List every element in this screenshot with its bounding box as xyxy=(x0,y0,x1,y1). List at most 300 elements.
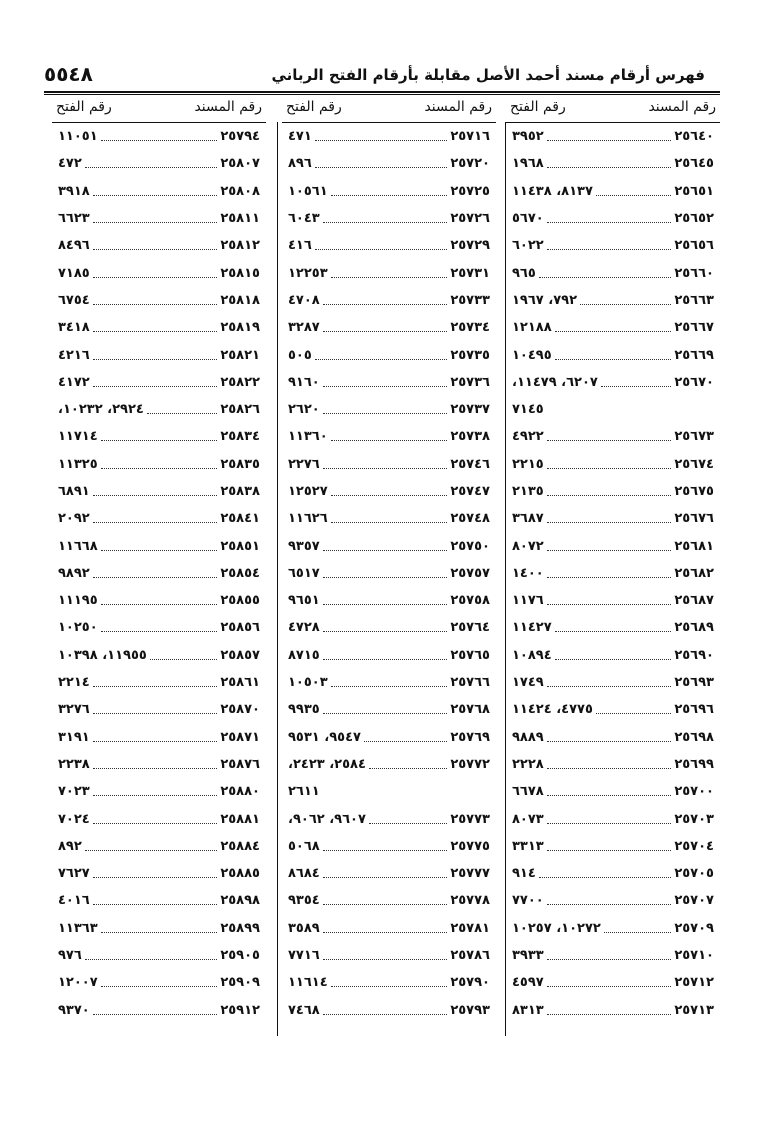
musnad-number: ٢٥٧٤٧ xyxy=(450,484,490,499)
fath-number: ١٠٨٩٤ xyxy=(512,647,552,663)
musnad-number: ٢٥٧٠٤ xyxy=(674,838,714,854)
fath-number: ٧٦٢٧ xyxy=(58,866,90,882)
fath-number: ٩٣٥٧ xyxy=(288,538,320,554)
leader-dots xyxy=(93,877,218,878)
musnad-number: ٢٥٧٣٥ xyxy=(450,347,490,363)
leader-dots xyxy=(93,741,218,742)
musnad-number: ٢٥٦٩٣ xyxy=(674,675,714,691)
leader-dots xyxy=(323,1014,448,1015)
fath-number: ٧٧١٦ xyxy=(288,948,320,964)
leader-dots xyxy=(101,550,218,551)
musnad-number: ٢٥٦٩٩ xyxy=(674,756,714,772)
leader-dots xyxy=(547,686,672,687)
fath-number: ٩٦٥ xyxy=(512,265,536,281)
leader-dots xyxy=(315,359,448,360)
leader-dots xyxy=(547,577,672,578)
fath-number: ٨٩٢ xyxy=(58,838,82,854)
leader-dots xyxy=(547,850,672,851)
fath-number: ١٠٥٦١ xyxy=(288,183,328,199)
fath-number: ٦٧٥٤ xyxy=(58,292,90,308)
fath-number: ٣٥٨٩ xyxy=(288,920,320,936)
leader-dots xyxy=(547,167,672,168)
index-row xyxy=(282,259,496,286)
fath-number: ٢٢٧٦ xyxy=(288,456,320,472)
index-row xyxy=(52,287,266,314)
index-row xyxy=(282,287,496,314)
musnad-number: ٢٥٨٧٠ xyxy=(220,702,260,718)
fath-number: ٧٧٠٠ xyxy=(512,893,544,909)
index-row xyxy=(282,560,496,587)
fath-number: ١٤٠٠ xyxy=(512,565,544,581)
index-row xyxy=(52,205,266,232)
header-fath: رقم الفتح xyxy=(56,99,112,115)
index-row xyxy=(282,614,496,641)
musnad-number: ٢٥٨٣٤ xyxy=(220,429,260,445)
fath-number: ١٢٠٠٧ xyxy=(58,975,98,991)
leader-dots xyxy=(150,659,217,660)
leader-dots xyxy=(580,304,671,305)
fath-number: ٣٩١٨ xyxy=(58,183,90,199)
leader-dots xyxy=(323,932,448,933)
musnad-number: ٢٥٧٣٨ xyxy=(450,429,490,445)
musnad-number: ٢٥٦٧٥ xyxy=(674,484,714,499)
fath-number: ٩٣٥٤ xyxy=(288,893,320,909)
musnad-number: ٢٥٨٥٦ xyxy=(220,620,260,636)
fath-number: ٣٢٨٧ xyxy=(288,320,320,336)
index-row xyxy=(282,860,496,887)
index-row xyxy=(506,396,720,423)
fath-number: ٨٣١٣ xyxy=(512,1002,544,1018)
musnad-number: ٢٥٦٧٣ xyxy=(674,429,714,445)
musnad-number: ٢٥٧٣٦ xyxy=(450,374,490,390)
leader-dots xyxy=(323,959,448,960)
index-row xyxy=(52,833,266,860)
leader-dots xyxy=(323,604,448,605)
index-row xyxy=(282,178,496,205)
page-title: فهرس أرقام مسند أحمد الأصل مقابلة بأرقام الفتح الرباني xyxy=(271,66,705,84)
index-row xyxy=(52,997,266,1024)
leader-dots xyxy=(547,795,672,796)
index-row xyxy=(282,532,496,559)
fath-number: ١٢١٨٨ xyxy=(512,320,552,336)
fath-number: ٣١٩١ xyxy=(58,729,90,745)
fath-number: ١١٦٦٨ xyxy=(58,538,98,554)
fath-number: ٣٩٥٢ xyxy=(512,129,544,145)
fath-number: ٦٢٠٧، ١١٤٧٩، xyxy=(512,374,598,390)
musnad-number: ٢٥٧٣١ xyxy=(450,265,490,281)
fath-number: ٩٥٤٧، ٩٥٣١ xyxy=(288,729,361,745)
fath-number: ٢٢١٥ xyxy=(512,456,544,472)
index-row xyxy=(506,614,720,641)
index-row xyxy=(506,778,720,805)
musnad-number: ٢٥٨٠٧ xyxy=(220,156,260,172)
musnad-number: ٢٥٧٠٣ xyxy=(674,811,714,827)
fath-number: ٢٢٣٨ xyxy=(58,756,90,772)
musnad-number: ٢٥٧٠٠ xyxy=(674,784,714,800)
fath-number: ١١٤٢٧ xyxy=(512,620,552,636)
index-row xyxy=(506,587,720,614)
leader-dots xyxy=(323,222,448,223)
index-row xyxy=(506,560,720,587)
index-row xyxy=(282,997,496,1024)
fath-number: ١١٧٦ xyxy=(512,593,544,609)
fath-number: ٢٦١١ xyxy=(288,784,320,800)
leader-dots xyxy=(323,850,448,851)
fath-number: ١٢٥٢٧ xyxy=(288,484,328,499)
header-rule-thin xyxy=(44,94,720,95)
musnad-number: ٢٥٧٦٩ xyxy=(450,729,490,745)
index-row xyxy=(506,669,720,696)
index-row xyxy=(282,778,496,805)
index-row xyxy=(52,341,266,368)
musnad-number: ٢٥٧٠٩ xyxy=(674,920,714,936)
musnad-number: ٢٥٦٩٨ xyxy=(674,729,714,745)
fath-number: ٩٨٩٢ xyxy=(58,565,90,581)
leader-dots xyxy=(547,495,672,496)
leader-dots xyxy=(323,331,448,332)
index-column-2 xyxy=(282,96,496,1024)
musnad-number: ٢٥٨١٢ xyxy=(220,238,260,254)
fath-number: ٣٩٣٣ xyxy=(512,948,544,964)
fath-number: ٢٢١٤ xyxy=(58,675,90,691)
index-row xyxy=(52,778,266,805)
musnad-number: ٢٥٧٤٨ xyxy=(450,511,490,527)
leader-dots xyxy=(93,222,218,223)
musnad-number: ٢٥٧٥٧ xyxy=(450,565,490,581)
musnad-number: ٢٥٨٧١ xyxy=(220,729,260,745)
fath-number: ٣٤١٨ xyxy=(58,320,90,336)
fath-number: ١١٣٦٣ xyxy=(58,920,98,936)
leader-dots xyxy=(93,823,218,824)
index-row xyxy=(282,805,496,832)
fath-number: ١١٦١٤ xyxy=(288,975,328,991)
index-row xyxy=(506,150,720,177)
fath-number: ١١١٩٥ xyxy=(58,593,98,609)
leader-dots xyxy=(555,659,672,660)
musnad-number: ٢٥٦٦٧ xyxy=(674,320,714,336)
header-rule xyxy=(44,91,720,93)
leader-dots xyxy=(93,577,218,578)
leader-dots xyxy=(555,359,672,360)
index-row xyxy=(282,369,496,396)
fath-number: ١٠٤٩٥ xyxy=(512,347,552,363)
fath-number: ٨٦٨٤ xyxy=(288,866,320,882)
fath-number: ٦٠٤٣ xyxy=(288,211,320,227)
musnad-number: ٢٥٧٣٧ xyxy=(450,402,490,418)
index-row xyxy=(52,696,266,723)
index-row xyxy=(282,423,496,450)
leader-dots xyxy=(323,659,448,660)
leader-dots xyxy=(604,932,671,933)
musnad-number: ٢٥٨١٥ xyxy=(220,265,260,281)
musnad-number: ٢٥٧١٣ xyxy=(674,1002,714,1018)
leader-dots xyxy=(323,468,448,469)
musnad-number: ٢٥٨٠٨ xyxy=(220,183,260,199)
fath-number: ١٧٤٩ xyxy=(512,675,544,691)
fath-number: ٨٤٩٦ xyxy=(58,238,90,254)
fath-number: ١١٣٢٥ xyxy=(58,456,98,472)
musnad-number: ٢٥٧٧٥ xyxy=(450,838,490,854)
fath-number: ١٠٥٠٣ xyxy=(288,675,328,691)
fath-number: ٩٣٧٠ xyxy=(58,1002,90,1018)
leader-dots xyxy=(93,904,218,905)
musnad-number: ٢٥٧٢٦ xyxy=(450,211,490,227)
musnad-number: ٢٥٦٦٩ xyxy=(674,347,714,363)
musnad-number: ٢٥٧٧٣ xyxy=(450,811,490,827)
fath-number: ٩٨٨٩ xyxy=(512,729,544,745)
leader-dots xyxy=(93,277,218,278)
index-column-1 xyxy=(506,96,720,1024)
leader-dots xyxy=(323,713,448,714)
musnad-number: ٢٥٩١٢ xyxy=(220,1002,260,1018)
index-row xyxy=(52,669,266,696)
index-row xyxy=(282,396,496,423)
leader-dots xyxy=(323,577,448,578)
leader-dots xyxy=(93,522,218,523)
fath-number: ٩٩٣٥ xyxy=(288,702,320,718)
musnad-number: ٢٥٨٧٦ xyxy=(220,756,260,772)
index-row xyxy=(52,969,266,996)
musnad-number: ٢٥٦٧٠ xyxy=(674,374,714,390)
fath-number: ١١٦٢٦ xyxy=(288,511,328,527)
leader-dots xyxy=(93,249,218,250)
index-row xyxy=(282,451,496,478)
leader-dots xyxy=(85,959,218,960)
index-row xyxy=(52,150,266,177)
musnad-number: ٢٥٧٩٣ xyxy=(450,1002,490,1018)
fath-number: ٤٠١٦ xyxy=(58,893,90,909)
leader-dots xyxy=(101,604,218,605)
index-row xyxy=(282,341,496,368)
fath-number: ١٠٢٧٢، ١٠٢٥٧ xyxy=(512,920,601,936)
leader-dots xyxy=(85,167,218,168)
fath-number: ٢٢٢٨ xyxy=(512,756,544,772)
index-row xyxy=(52,560,266,587)
fath-number: ٨٩٦ xyxy=(288,156,312,172)
musnad-number: ٢٥٦٧٤ xyxy=(674,456,714,472)
index-row xyxy=(282,751,496,778)
leader-dots xyxy=(331,440,448,441)
index-row xyxy=(506,314,720,341)
musnad-number: ٢٥٨٦١ xyxy=(220,675,260,691)
index-row xyxy=(506,942,720,969)
leader-dots xyxy=(323,550,448,551)
leader-dots xyxy=(364,741,447,742)
musnad-number: ٢٥٧٦٥ xyxy=(450,647,490,663)
fath-number: ٢٩٢٤، ١٠٢٣٢، xyxy=(58,402,144,418)
index-row xyxy=(52,123,266,150)
index-row xyxy=(506,287,720,314)
header-musnad: رقم المسند xyxy=(194,99,262,115)
index-row xyxy=(52,232,266,259)
fath-number: ٩١٤ xyxy=(512,866,536,882)
fath-number: ١١٣٦٠ xyxy=(288,429,328,445)
fath-number: ٦٦٧٨ xyxy=(512,784,544,800)
fath-number: ٩١٦٠ xyxy=(288,374,320,390)
musnad-number: ٢٥٦٤٥ xyxy=(674,156,714,172)
musnad-number: ٢٥٨٥٤ xyxy=(220,565,260,581)
leader-dots xyxy=(539,277,672,278)
index-row xyxy=(52,505,266,532)
musnad-number: ٢٥٦٥٦ xyxy=(674,238,714,254)
musnad-number: ٢٥٨١١ xyxy=(220,211,260,227)
index-row xyxy=(506,423,720,450)
leader-dots xyxy=(547,222,672,223)
musnad-number: ٢٥٦٧٦ xyxy=(674,511,714,527)
fath-number: ١٢٢٥٣ xyxy=(288,265,328,281)
leader-dots xyxy=(331,686,448,687)
musnad-number: ٢٥٦٨٧ xyxy=(674,593,714,609)
musnad-number: ٢٥٦٩٦ xyxy=(674,702,714,718)
leader-dots xyxy=(331,495,448,496)
fath-number: ٧٤٦٨ xyxy=(288,1002,320,1018)
index-row xyxy=(52,369,266,396)
index-row xyxy=(506,369,720,396)
index-row xyxy=(506,915,720,942)
column-header xyxy=(282,96,496,123)
leader-dots xyxy=(85,850,218,851)
leader-dots xyxy=(601,386,671,387)
leader-dots xyxy=(93,713,218,714)
leader-dots xyxy=(93,195,218,196)
column-divider xyxy=(505,122,506,1036)
index-row xyxy=(506,969,720,996)
musnad-number: ٢٥٧٣٤ xyxy=(450,320,490,336)
musnad-number: ٢٥٦٨١ xyxy=(674,538,714,554)
musnad-number: ٢٥٧٦٨ xyxy=(450,702,490,718)
fath-number: ٦٨٩١ xyxy=(58,484,90,499)
musnad-number: ٢٥٧٥٨ xyxy=(450,593,490,609)
musnad-number: ٢٥٦٤٠ xyxy=(674,129,714,145)
leader-dots xyxy=(315,140,448,141)
leader-dots xyxy=(315,167,448,168)
musnad-number: ٢٥٨٥١ xyxy=(220,538,260,554)
musnad-number: ٢٥٧٢٥ xyxy=(450,183,490,199)
index-row xyxy=(506,833,720,860)
musnad-number: ٢٥٧٦٤ xyxy=(450,620,490,636)
index-row xyxy=(52,178,266,205)
index-row xyxy=(282,205,496,232)
leader-dots xyxy=(331,522,448,523)
fath-number: ٧٩٢، ١٩٦٧ xyxy=(512,292,578,308)
musnad-number: ٢٥٦٩٠ xyxy=(674,647,714,663)
fath-number: ١٩٦٨ xyxy=(512,156,544,172)
index-row xyxy=(282,478,496,505)
musnad-number: ٢٥٧١٦ xyxy=(450,129,490,145)
leader-dots xyxy=(101,468,218,469)
index-row xyxy=(282,232,496,259)
leader-dots xyxy=(93,795,218,796)
leader-dots xyxy=(101,440,218,441)
musnad-number: ٢٥٨٢٦ xyxy=(220,402,260,418)
musnad-number: ٢٥٨٨٤ xyxy=(220,838,260,854)
fath-number: ٩٧٦ xyxy=(58,948,82,964)
fath-number: ٤٧٢ xyxy=(58,156,82,172)
fath-number: ٨٠٧٣ xyxy=(512,811,544,827)
fath-number: ٦٦٢٣ xyxy=(58,211,90,227)
leader-dots xyxy=(93,386,218,387)
index-row xyxy=(282,696,496,723)
index-row xyxy=(506,642,720,669)
musnad-number: ٢٥٧٩٤ xyxy=(220,129,260,145)
musnad-number: ٢٥٧٧٢ xyxy=(450,756,490,772)
index-row xyxy=(282,642,496,669)
fath-number: ٤٧٧٥، ١١٤٢٤ xyxy=(512,702,593,718)
header-musnad: رقم المسند xyxy=(648,99,716,115)
leader-dots xyxy=(369,768,447,769)
musnad-number: ٢٥٧٩٠ xyxy=(450,975,490,991)
musnad-number: ٢٥٧٥٠ xyxy=(450,538,490,554)
index-row xyxy=(506,887,720,914)
leader-dots xyxy=(147,413,217,414)
leader-dots xyxy=(547,959,672,960)
index-row xyxy=(52,860,266,887)
leader-dots xyxy=(101,986,218,987)
fath-number: ٦٥١٧ xyxy=(288,565,320,581)
fath-number: ١١٩٥٥، ١٠٣٩٨ xyxy=(58,647,147,663)
index-row xyxy=(282,587,496,614)
musnad-number: ٢٥٨٤١ xyxy=(220,511,260,527)
fath-number: ٩٦٠٧، ٩٠٦٢، xyxy=(288,811,366,827)
musnad-number: ٢٥٧٣٣ xyxy=(450,292,490,308)
index-row xyxy=(52,532,266,559)
musnad-number: ٢٥٧٠٧ xyxy=(674,893,714,909)
leader-dots xyxy=(547,768,672,769)
musnad-number: ٢٥٨٣٨ xyxy=(220,484,260,499)
fath-number: ٤٧٢٨ xyxy=(288,620,320,636)
leader-dots xyxy=(323,904,448,905)
index-row xyxy=(52,805,266,832)
fath-number: ١١٠٥١ xyxy=(58,129,98,145)
index-row xyxy=(282,505,496,532)
musnad-number: ٢٥٦٨٢ xyxy=(674,565,714,581)
leader-dots xyxy=(331,195,448,196)
index-row xyxy=(506,805,720,832)
fath-number: ٧١٤٥ xyxy=(512,402,544,418)
fath-number: ٧٠٢٤ xyxy=(58,811,90,827)
musnad-number: ٢٥٨٣٥ xyxy=(220,456,260,472)
musnad-number: ٢٥٧٧٧ xyxy=(450,866,490,882)
index-row xyxy=(282,724,496,751)
fath-number: ٧٠٢٣ xyxy=(58,784,90,800)
leader-dots xyxy=(323,386,448,387)
index-row xyxy=(52,478,266,505)
fath-number: ١٠٢٥٠ xyxy=(58,620,98,636)
fath-number: ١١٧١٤ xyxy=(58,429,98,445)
leader-dots xyxy=(547,823,672,824)
leader-dots xyxy=(323,877,448,878)
leader-dots xyxy=(93,331,218,332)
index-row xyxy=(506,997,720,1024)
leader-dots xyxy=(539,877,672,878)
fath-number: ٢٠٩٢ xyxy=(58,511,90,527)
fath-number: ٤٧٠٨ xyxy=(288,292,320,308)
fath-number: ٤١٧٢ xyxy=(58,374,90,390)
index-row xyxy=(282,833,496,860)
index-row xyxy=(506,259,720,286)
fath-number: ٣٢٧٦ xyxy=(58,702,90,718)
index-row xyxy=(52,642,266,669)
fath-number: ٨١٣٧، ١١٤٣٨ xyxy=(512,183,593,199)
musnad-number: ٢٥٨٥٥ xyxy=(220,593,260,609)
leader-dots xyxy=(101,140,218,141)
index-row xyxy=(52,396,266,423)
index-row xyxy=(506,232,720,259)
index-row xyxy=(282,942,496,969)
leader-dots xyxy=(331,277,448,278)
musnad-number: ٢٥٧٨٦ xyxy=(450,948,490,964)
header-fath: رقم الفتح xyxy=(286,99,342,115)
